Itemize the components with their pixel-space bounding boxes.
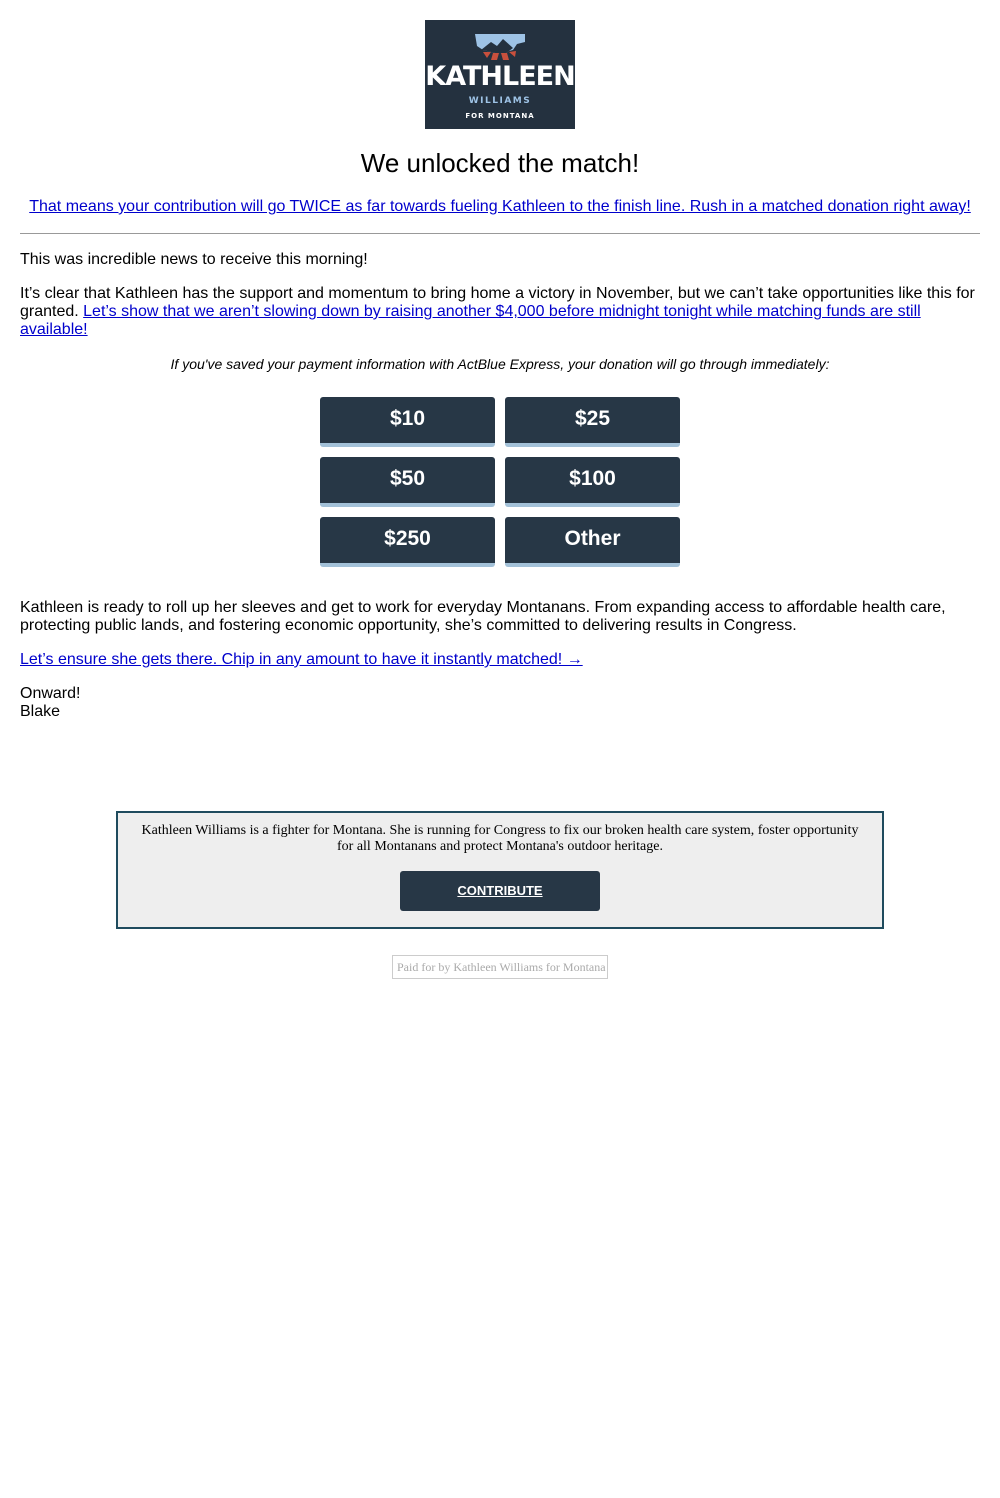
raise-goal-link[interactable]: Let’s show that we aren’t slowing down by raising another $4,000 before midnight tonight while matching funds are still available! xyxy=(20,303,921,338)
signoff-text: Onward! xyxy=(20,685,81,702)
logo-subtitle: WILLIAMS xyxy=(468,96,532,106)
chip-in-link[interactable]: Let’s ensure she gets there. Chip in any amount to have it instantly matched! → xyxy=(20,651,583,668)
match-donation-link[interactable]: That means your contribution will go TWICE as far towards fueling Kathleen to the finish line. Rush in a matched donation right away! xyxy=(29,198,971,215)
actblue-express-note: If you've saved your payment information with ActBlue Express, your donation will go through immediately: xyxy=(170,356,830,372)
paid-for-disclaimer: Paid for by Kathleen Williams for Montana xyxy=(392,955,608,979)
donate-other-button[interactable]: Other xyxy=(505,517,680,567)
donation-button-grid xyxy=(320,397,680,567)
signoff xyxy=(20,685,980,721)
intro-paragraph: This was incredible news to receive this morning! xyxy=(20,251,368,268)
momentum-paragraph xyxy=(20,285,980,339)
footer-box xyxy=(116,811,884,929)
momentum-text: It’s clear that Kathleen has the support and momentum to bring home a victory in November, but we can’t take opportunities like this for granted. xyxy=(20,285,975,320)
campaign-logo xyxy=(425,20,575,129)
footer-description: Kathleen Williams is a fighter for Montana. She is running for Congress to fix our broken health care system, foster opportunity for all Montanans and protect Montana's outdoor heritage. xyxy=(141,823,859,854)
logo-for-montana: FOR MONTANA xyxy=(465,112,535,120)
donate-10-button[interactable]: $10 xyxy=(320,397,495,447)
donate-250-button[interactable]: $250 xyxy=(320,517,495,567)
signature: Blake xyxy=(20,703,61,720)
donate-50-button[interactable]: $50 xyxy=(320,457,495,507)
donate-100-button[interactable]: $100 xyxy=(505,457,680,507)
chip-in-paragraph xyxy=(20,651,980,669)
headline: We unlocked the match! xyxy=(360,148,640,178)
logo-name: KATHLEEN xyxy=(425,61,575,92)
donate-25-button[interactable]: $25 xyxy=(505,397,680,447)
divider xyxy=(20,233,980,234)
contribute-button[interactable]: CONTRIBUTE xyxy=(400,871,600,911)
platform-paragraph: Kathleen is ready to roll up her sleeves and get to work for everyday Montanans. From expanding access to affordable health care, protecting public lands, and fostering economic opportunity, she’s committed to delivering results in Congress. xyxy=(20,599,946,634)
